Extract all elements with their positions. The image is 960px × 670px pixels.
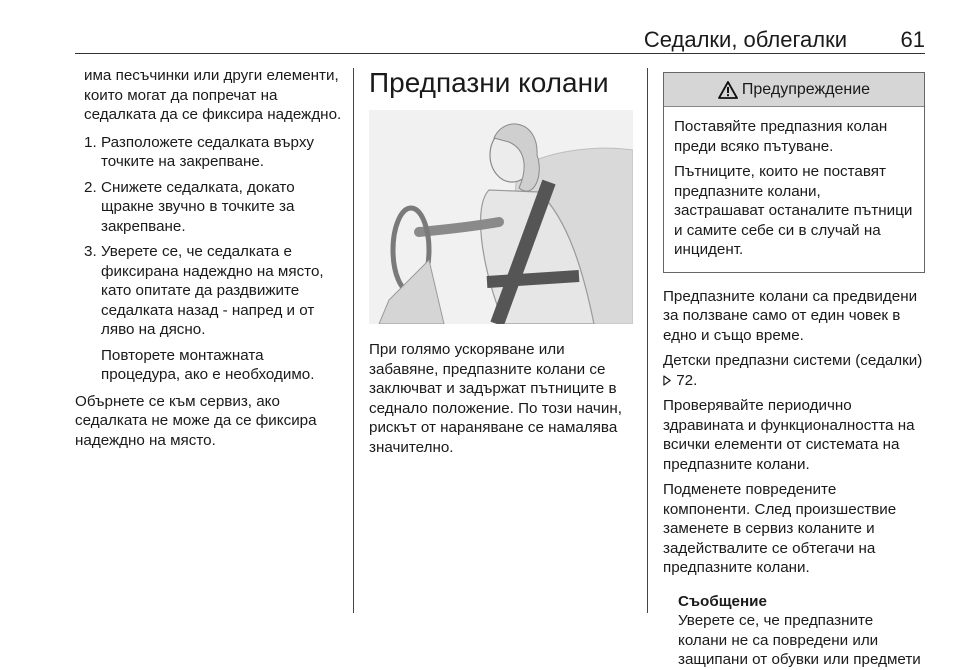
warning-header [664,73,924,107]
column-left [75,66,343,456]
note-block [663,592,925,670]
step-text: Снижете седалката, докато щракне звучно в точките за закрепване. [101,178,295,235]
warning-title: Предупреждение [741,80,871,98]
column-right [663,72,925,670]
step-number: 3. [84,243,97,260]
section-title: Предпазни колани [369,67,609,98]
belt-usage-paragraph: Предпазните колани са предвидени за ползване само от един човек в едно и също време. [663,287,918,344]
list-item [75,178,343,237]
warning-paragraph: Пътниците, които не поставят предпазните колани, застрашават останалите пътници и самите себе си в случай на инцидент. [674,163,913,258]
column-middle [369,66,637,463]
seatbelt-illustration [369,110,633,324]
note-text: Уверете се, че предпазните колани не са повредени или защипани от обувки или предмети [678,612,921,668]
step-text: Уверете се, че седалката е фиксирана надеждно на място, като опитате да раздвижите седалката назад - напред и от ляво на дясно. [101,243,324,338]
warning-triangle-icon [718,81,738,99]
warning-paragraph: Поставяйте предпазния колан преди всяко пътуване. [674,118,888,155]
header-rule [75,53,925,54]
step-text: Разположете седалката върху точките на закрепване. [101,133,315,170]
warning-box [663,72,925,273]
page-number: 61 [900,27,925,52]
replacement-paragraph: Подменете повредените компоненти. След произшествие заменете в сервиз коланите и задействалите се обтегачи на предпазните колани. [663,481,897,576]
header-title: Седалки, облегалки [643,27,847,52]
step-number: 1. [84,133,97,151]
child-seat-text: Детски предпазни системи (седалки) [663,352,923,369]
illustration-caption: При голямо ускоряване или забавяне, предпазните колани се заключват и задържат пътниците в седнало положение. По този начин, рискът от нараняване се намалява значително. [369,341,622,456]
step-number: 2. [84,178,97,196]
child-seat-paragraph [663,351,925,390]
warning-body [664,107,924,272]
page-header [75,28,925,52]
note-title: Съобщение [678,592,767,610]
page-reference-link[interactable]: 72. [676,371,698,389]
list-item [75,242,343,340]
page-reference-icon [663,375,672,386]
service-paragraph: Обърнете се към сервиз, ако седалката не може да се фиксира надеждно на място. [75,392,317,449]
list-item [75,133,343,172]
column-divider [353,68,354,613]
repeat-paragraph: Повторете монтажната процедура, ако е необходимо. [101,346,315,383]
steps-list [75,133,343,340]
column-divider [647,68,648,613]
inspection-paragraph: Проверявайте периодично здравината и функционалността на всички елементи от системата на предпазните колани. [663,397,915,473]
intro-paragraph: има песъчинки или други елементи, които могат да попречат на седалката да се фиксира надеждно. [84,67,342,123]
